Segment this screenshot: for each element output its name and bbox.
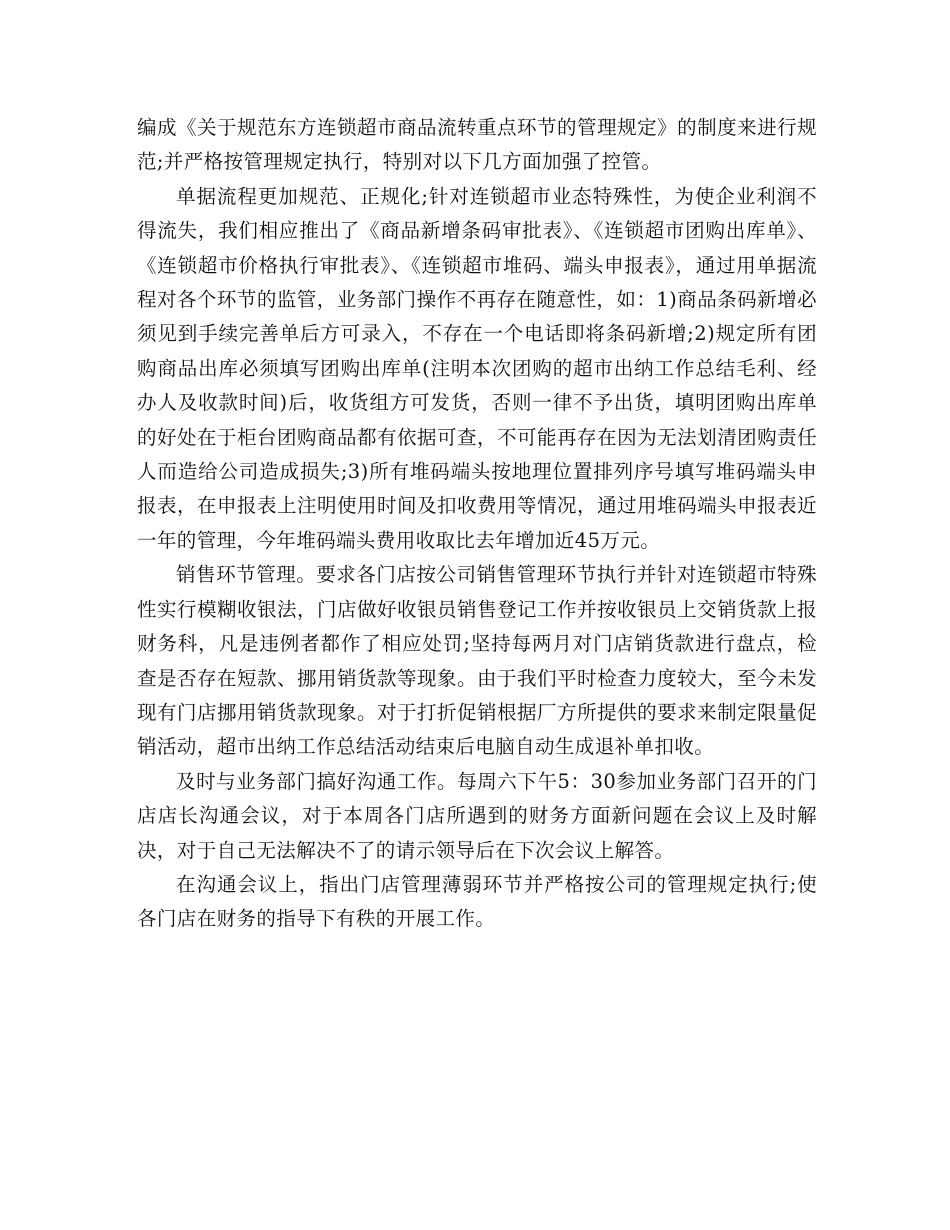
paragraph-sales-management: 销售环节管理。要求各门店按公司销售管理环节执行并针对连锁超市特殊性实行模糊收银法，门店做好收银员销售登记工作并按收银员上交销货款上报财务科，凡是违例者都作了相应处罚;坚持每两月对门店销货款进行盘点，检查是否存在短款、挪用销货款等现象。由于我们平时检查力度较大，至今未发现有门店挪用销货款现象。对于打折促销根据厂方所提供的要求来制定限量促销活动，超市出纳工作总结活动结束后电脑自动生成退补单扣收。	[137, 563, 817, 759]
paragraph-meeting: 在沟通会议上，指出门店管理薄弱环节并严格按公司的管理规定执行;使各门店在财务的指导下有秩的开展工作。	[137, 872, 817, 931]
document-body	[137, 111, 817, 937]
paragraph-continuation: 编成《关于规范东方连锁超市商品流转重点环节的管理规定》的制度来进行规范;并严格按管理规定执行，特别对以下几方面加强了控管。	[137, 116, 817, 174]
paragraph-communication: 及时与业务部门搞好沟通工作。每周六下午5：30参加业务部门召开的门店店长沟通会议，对于本周各门店所遇到的财务方面新问题在会议上及时解决，对于自己无法解决不了的请示领导后在下次会议上解答。	[137, 769, 817, 862]
paragraph-document-flow: 单据流程更加规范、正规化;针对连锁超市业态特殊性，为使企业利润不得流失，我们相应推出了《商品新增条码审批表》、《连锁超市团购出库单》、《连锁超市价格执行审批表》、《连锁超市堆码、端头申报表》，通过用单据流程对各个环节的监管，业务部门操作不再存在随意性，如：1)商品条码新增必须见到手续完善单后方可录入，不存在一个电话即将条码新增;2)规定所有团购商品出库必须填写团购出库单(注明本次团购的超市出纳工作总结毛利、经办人及收款时间)后，收货组方可发货，否则一律不予出货，填明团购出库单的好处在于柜台团购商品都有依据可查，不可能再存在因为无法划清团购责任人而造给公司造成损失;3)所有堆码端头按地理位置排列序号填写堆码端头申报表，在申报表上注明使用时间及扣收费用等情况，通过用堆码端头申报表近一年的管理，今年堆码端头费用收取比去年增加近45万元。	[137, 184, 817, 552]
